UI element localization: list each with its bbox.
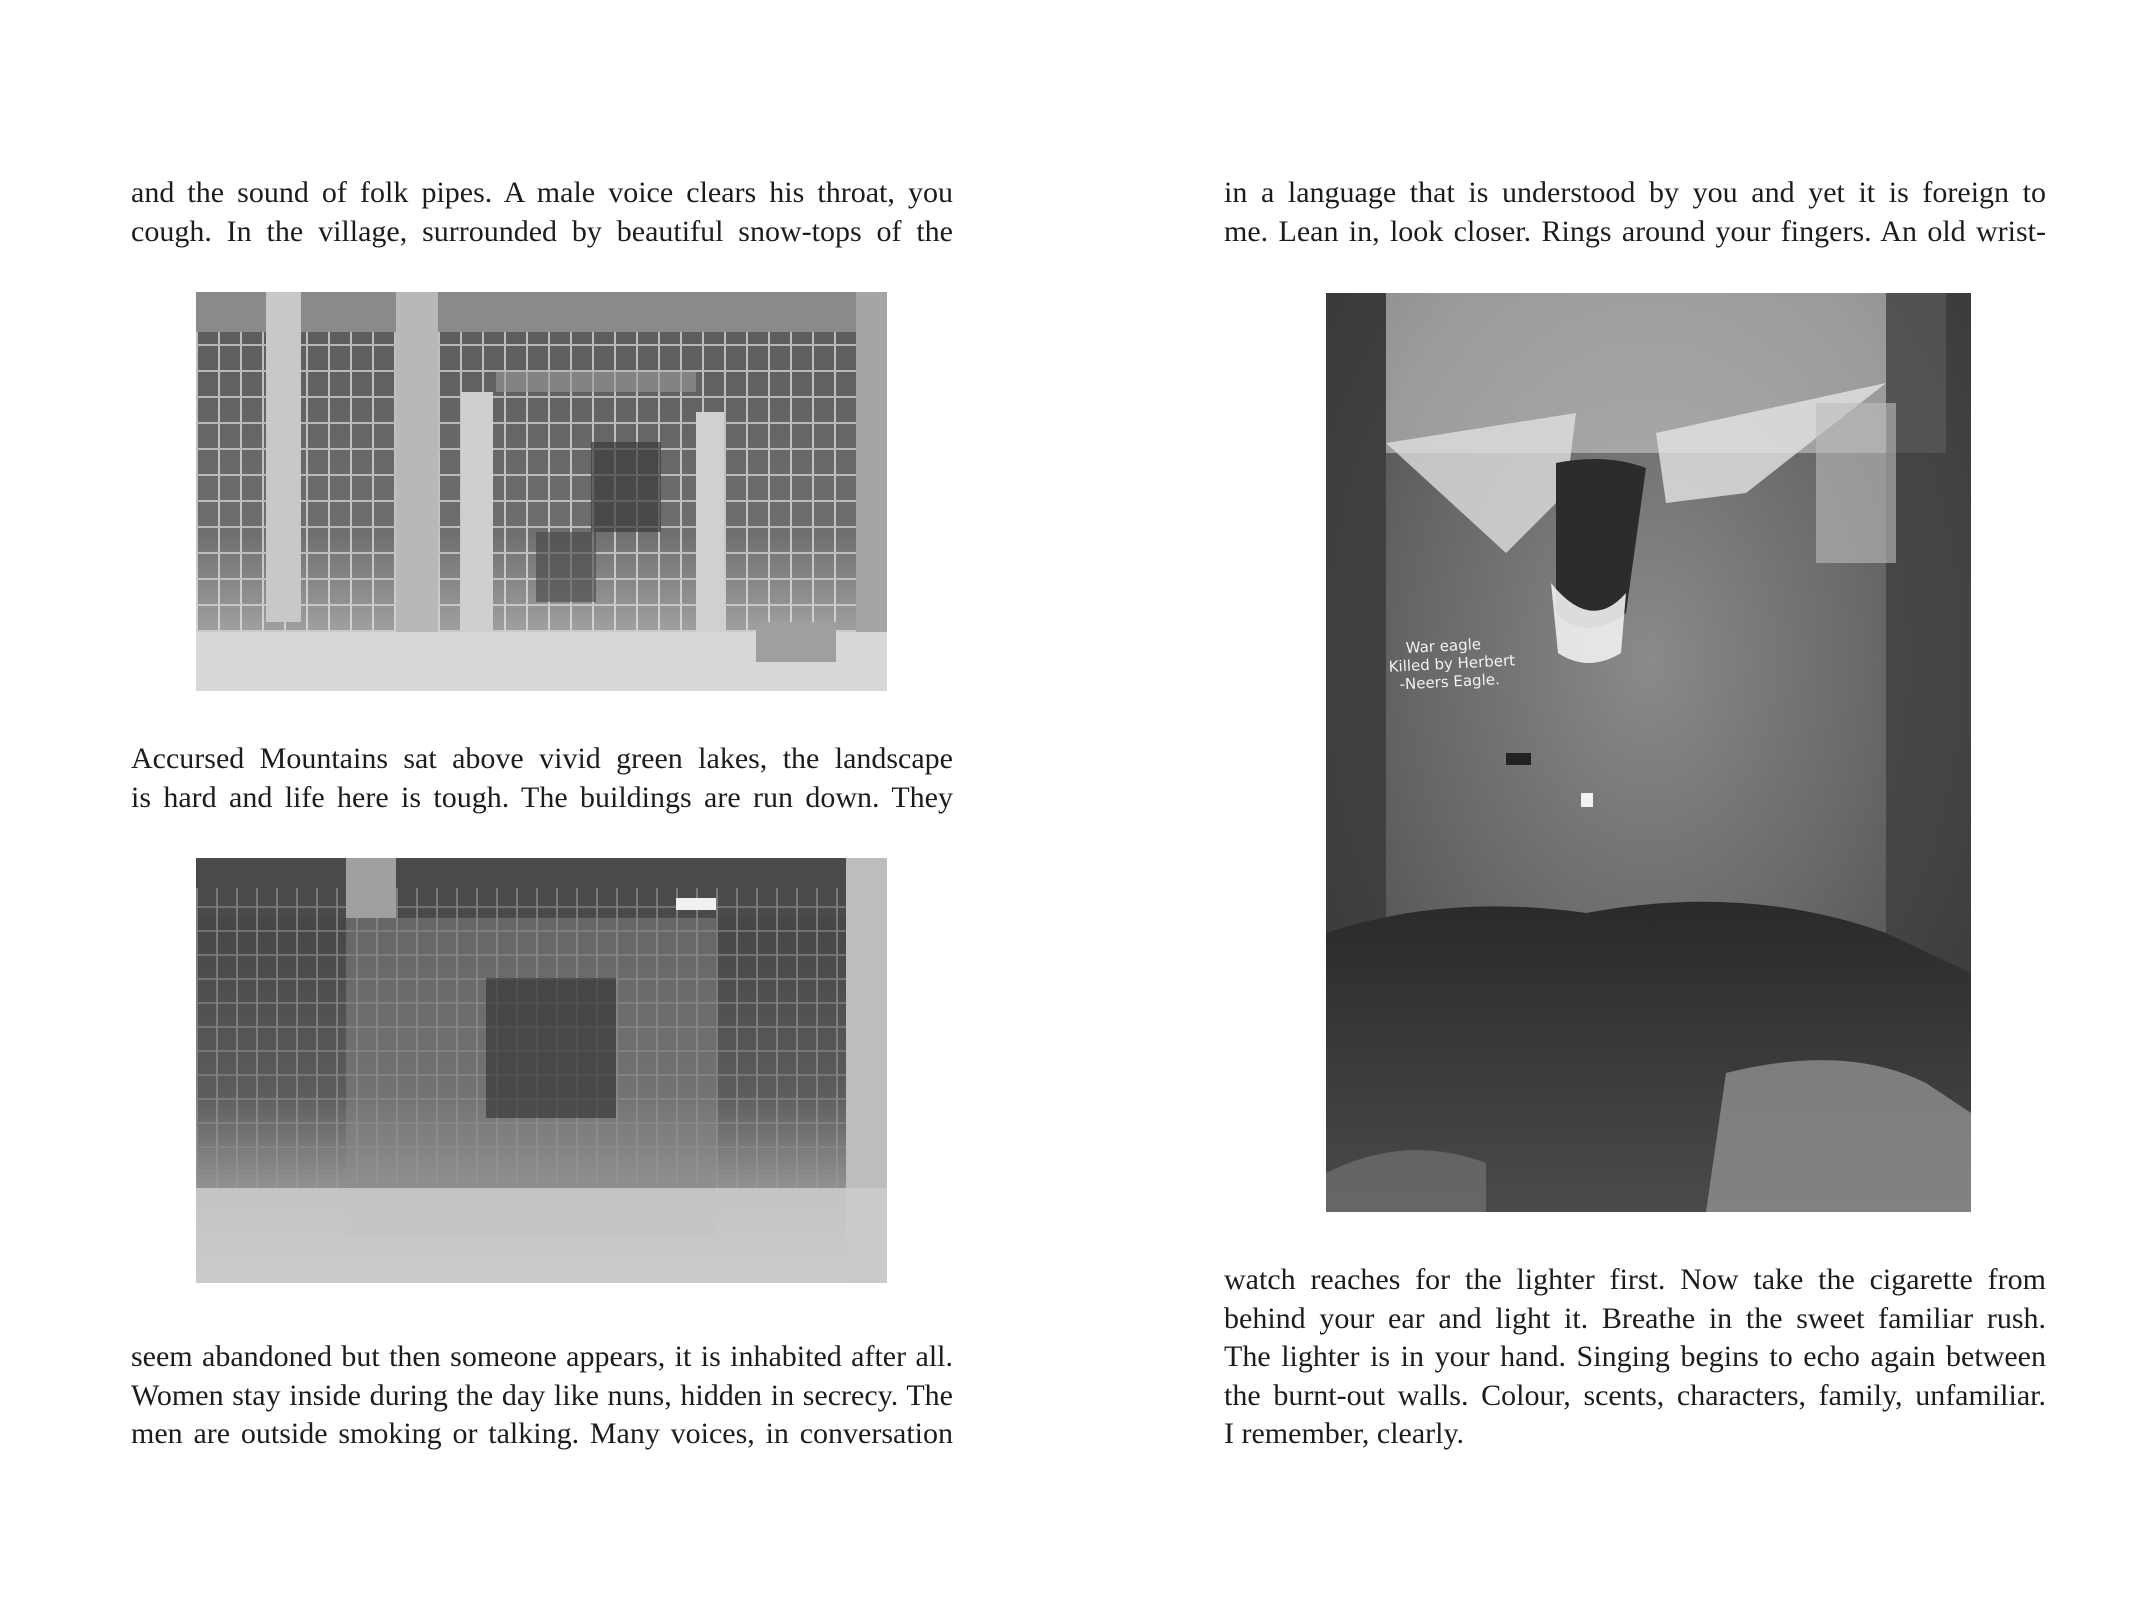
text-line: The lighter is in your hand. Singing begins to echo again between: [1224, 1340, 2046, 1373]
text-line: watch reaches for the lighter first. Now take the cigarette from: [1224, 1263, 2046, 1296]
text-line: the burnt-out walls. Colour, scents, characters, family, unfamiliar.: [1224, 1378, 2046, 1412]
inscription-line: War eagle: [1405, 635, 1482, 657]
ruined-wall-photo: [196, 858, 887, 1283]
eagle-room-photo: [1326, 293, 1971, 1212]
text-line: I remember, clearly.: [1224, 1417, 1465, 1450]
text-line: behind your ear and light it. Breathe in the sweet familiar rush.: [1224, 1301, 2046, 1335]
inscription-line: -Neers Eagle.: [1399, 670, 1501, 694]
left-paragraph-3: [131, 1338, 953, 1454]
right-paragraph-1: [1224, 174, 2046, 251]
left-paragraph-1: [131, 174, 953, 251]
right-paragraph-2: [1224, 1261, 2046, 1454]
inscription-line: Killed by Herbert: [1388, 651, 1516, 676]
text-line: cough. In the village, surrounded by beautiful snow-tops of the: [131, 214, 953, 248]
barred-storefront-photo: [196, 292, 887, 691]
text-line: in a language that is understood by you and yet it is foreign to: [1224, 176, 2046, 209]
right-page: [1076, 0, 2152, 1604]
text-line: me. Lean in, look closer. Rings around your fingers. An old wrist-: [1224, 214, 2046, 248]
text-line: seem abandoned but then someone appears, it is inhabited after all.: [131, 1340, 953, 1373]
text-line: men are outside smoking or talking. Many voices, in conversation: [131, 1417, 953, 1450]
text-line: is hard and life here is tough. The buildings are run down. They: [131, 780, 953, 814]
text-line: and the sound of folk pipes. A male voice clears his throat, you: [131, 176, 953, 209]
left-paragraph-2: [131, 740, 953, 817]
text-line: Women stay inside during the day like nuns, hidden in secrecy. The: [131, 1378, 953, 1412]
text-line: Accursed Mountains sat above vivid green lakes, the landscape: [131, 742, 953, 775]
